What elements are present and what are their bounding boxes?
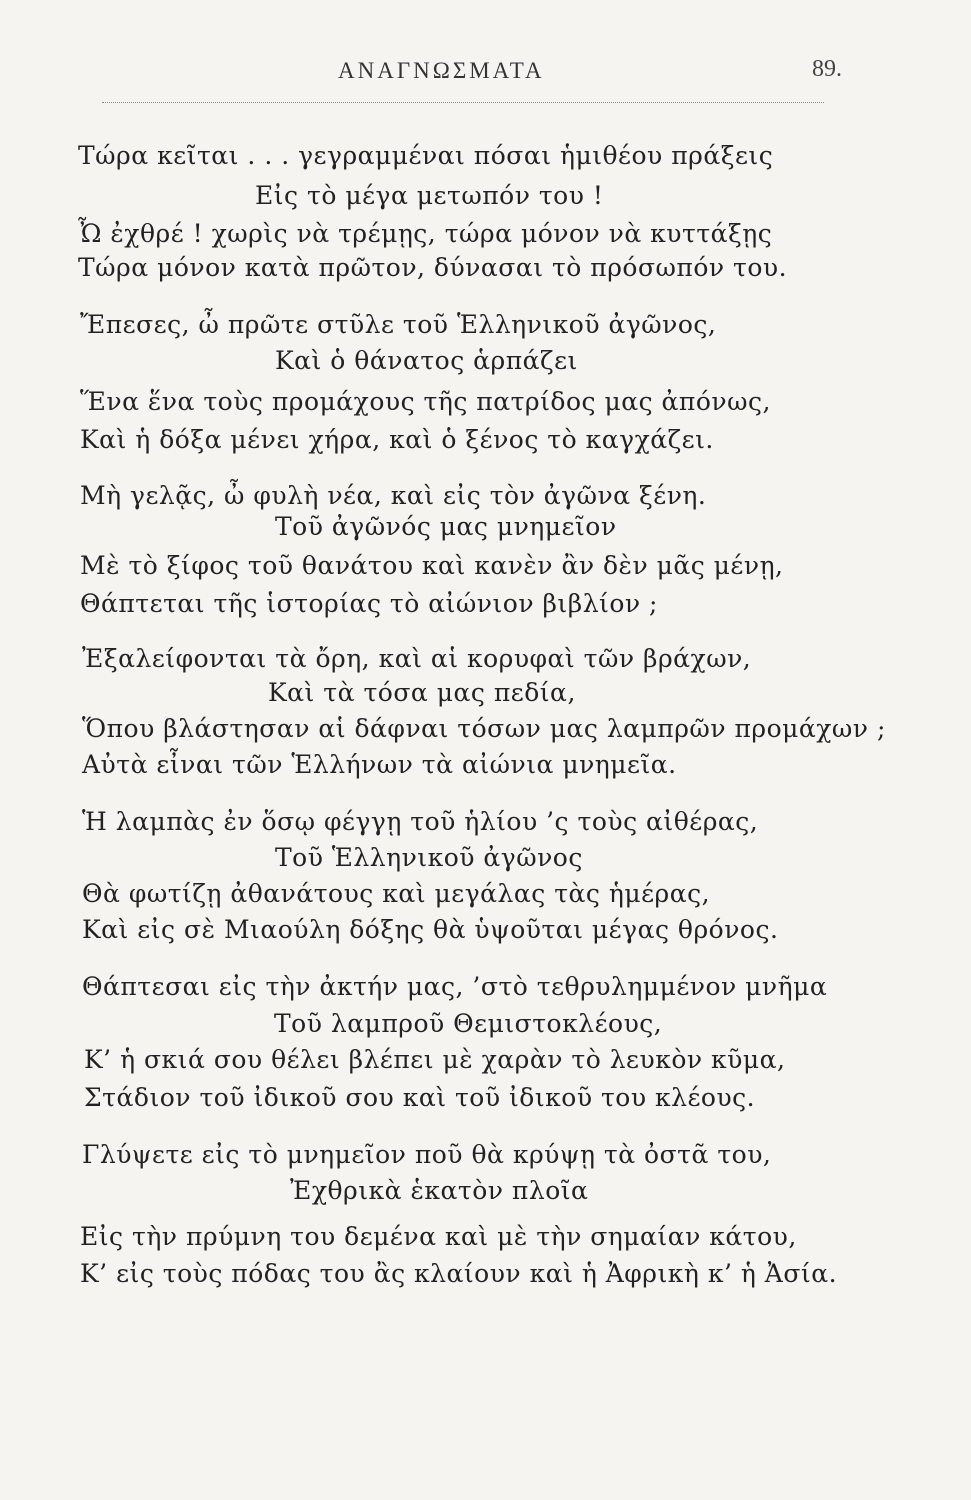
poem-line: Θάπτεσαι εἰς τὴν ἀκτήν μας, ’στὸ τεθρυλημμένον μνῆμα: [82, 972, 828, 1001]
poem-line: Καὶ τὰ τόσα μας πεδία,: [268, 678, 576, 707]
page-number: 89.: [812, 56, 842, 82]
poem-line: Καὶ εἰς σὲ Μιαούλη δόξης θὰ ὑψοῦται μέγας θρόνος.: [82, 915, 779, 944]
poem-line: Ἡ λαμπὰς ἐν ὅσῳ φέγγῃ τοῦ ἡλίου ’ς τοὺς αἰθέρας,: [82, 807, 759, 836]
poem-line: Ἐξαλείφονται τὰ ὄρη, καὶ αἱ κορυφαὶ τῶν βράχων,: [82, 644, 752, 673]
poem-line: Μὴ γελᾷς, ὦ φυλὴ νέα, καὶ εἰς τὸν ἀγῶνα ξένη.: [80, 481, 707, 510]
running-head: [0, 58, 971, 98]
poem-line: Εἰς τὴν πρύμνη του δεμένα καὶ μὲ τὴν σημαίαν κάτου,: [80, 1222, 797, 1251]
poem-line: Ἔπεσες, ὦ πρῶτε στῦλε τοῦ Ἑλληνικοῦ ἀγῶνος,: [80, 310, 717, 339]
poem-line: Αὐτὰ εἶναι τῶν Ἑλλήνων τὰ αἰώνια μνημεῖα.: [82, 750, 677, 779]
poem-line: Ὅπου βλάστησαν αἱ δάφναι τόσων μας λαμπρῶν προμάχων ;: [82, 714, 886, 743]
poem-line: Μὲ τὸ ξίφος τοῦ θανάτου καὶ κανὲν ἂν δὲν μᾶς μένῃ,: [80, 551, 784, 580]
poem-line: Τώρα κεῖται . . . γεγραμμέναι πόσαι ἡμιθέου πράξεις: [78, 141, 774, 170]
poem-line: Καὶ ὁ θάνατος ἁρπάζει: [275, 346, 578, 375]
running-title: ΑΝΑΓΝΩΣΜΑΤΑ: [338, 58, 545, 83]
poem-line: Τοῦ λαμπροῦ Θεμιστοκλέους,: [274, 1009, 663, 1038]
poem-line: Ὦ ἐχθρέ ! χωρὶς νὰ τρέμῃς, τώρα μόνον νὰ κυττάξῃς: [78, 219, 773, 248]
poem-line: Τώρα μόνον κατὰ πρῶτον, δύνασαι τὸ πρόσωπόν του.: [78, 253, 788, 282]
poem-line: Θάπτεται τῆς ἱστορίας τὸ αἰώνιον βιβλίον ;: [80, 589, 658, 618]
poem-line: Στάδιον τοῦ ἰδικοῦ σου καὶ τοῦ ἰδικοῦ του κλέους.: [84, 1083, 756, 1112]
poem-line: Θὰ φωτίζῃ ἀθανάτους καὶ μεγάλας τὰς ἡμέρας,: [82, 879, 711, 908]
poem-line: Γλύψετε εἰς τὸ μνημεῖον ποῦ θὰ κρύψῃ τὰ ὀστᾶ του,: [82, 1140, 772, 1169]
poem-line: Εἰς τὸ μέγα μετωπόν του !: [255, 181, 604, 210]
poem-line: Ἕνα ἕνα τοὺς προμάχους τῆς πατρίδος μας ἀπόνως,: [80, 387, 771, 416]
poem-line: Κ’ ἡ σκιά σου θέλει βλέπει μὲ χαρὰν τὸ λευκὸν κῦμα,: [84, 1045, 786, 1074]
header-rule: [102, 102, 824, 103]
poem-line: Ἐχθρικὰ ἑκατὸν πλοῖα: [290, 1176, 589, 1205]
poem-line: Κ’ εἰς τοὺς πόδας του ἂς κλαίουν καὶ ἡ Ἀφρικὴ κ’ ἡ Ἀσία.: [80, 1259, 838, 1288]
poem-line: Καὶ ἡ δόξα μένει χήρα, καὶ ὁ ξένος τὸ καγχάζει.: [80, 425, 714, 454]
poem-line: Τοῦ ἀγῶνός μας μνημεῖον: [275, 512, 617, 541]
poem-line: Τοῦ Ἑλληνικοῦ ἀγῶνος: [275, 843, 583, 872]
